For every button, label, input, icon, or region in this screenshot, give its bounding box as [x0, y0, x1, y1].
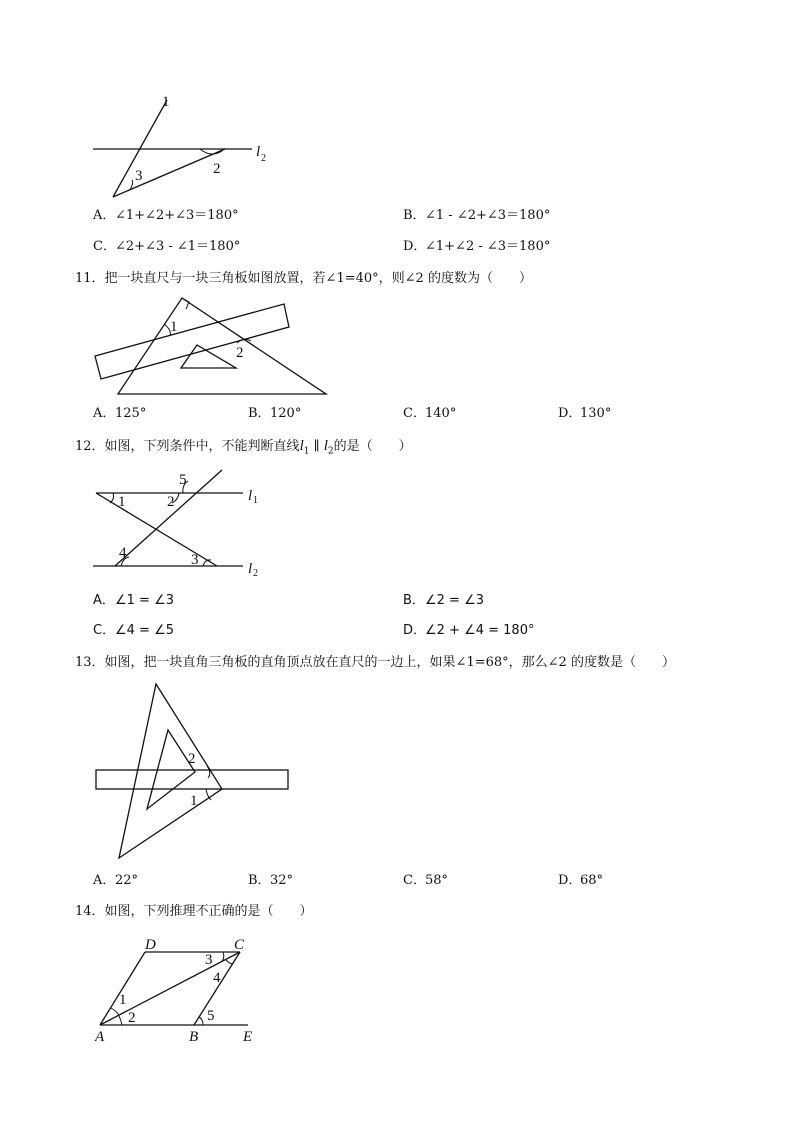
- q14-label-e: E: [243, 1029, 253, 1045]
- q11-option-c[interactable]: C．140°: [403, 406, 457, 421]
- q13-angle1-label: 1: [190, 793, 198, 809]
- q10-option-a[interactable]: A．∠1+∠2+∠3＝180°: [93, 208, 239, 223]
- q10-label-l1: 1: [162, 94, 170, 110]
- q14-angle4-label: 4: [213, 970, 221, 986]
- q14-segment-ad: [100, 952, 145, 1025]
- q11-option-a[interactable]: A．125°: [93, 406, 147, 421]
- q12-angle5-label: 5: [179, 472, 187, 488]
- q12-option-b[interactable]: B．∠2 = ∠3: [403, 593, 485, 608]
- q12-angle3-label: 3: [191, 552, 199, 568]
- q11-angle1-label: 1: [170, 319, 178, 335]
- q14-angle5-arc: [199, 1017, 203, 1025]
- q11-option-b[interactable]: B．120°: [248, 406, 302, 421]
- q14-diagonal-ac: [100, 952, 240, 1025]
- q10-angle3-label: 3: [135, 168, 143, 184]
- q11-stem-text: 把一块直尺与一块三角板如图放置，若∠1=40°，则∠2 的度数为（ ）: [104, 271, 532, 286]
- q10-label-l2-sub: 2: [261, 153, 266, 164]
- q14-angle1-arc: [111, 1008, 119, 1016]
- q12-angle2-label: 2: [167, 494, 175, 510]
- q14-angle2-arc: [119, 1016, 122, 1025]
- q13-option-b[interactable]: B．32°: [248, 873, 294, 888]
- q13-stem-text: 如图，把一块直角三角板的直角顶点放在直尺的一边上，如果∠1=68°，那么∠2 的度数是（ ）: [104, 655, 675, 670]
- q14-label-b: B: [189, 1029, 199, 1045]
- q14-label-a: A: [95, 1029, 105, 1045]
- q11-number: 11．: [75, 271, 105, 286]
- q14-angle2-label: 2: [128, 1010, 136, 1026]
- q12-label-l1-sub: 1: [253, 495, 258, 506]
- q13-option-a[interactable]: A．22°: [93, 873, 139, 888]
- q11-angle2-label: 2: [236, 345, 244, 361]
- q12-angle1-label: 1: [118, 494, 126, 510]
- q10-option-c[interactable]: C．∠2+∠3 - ∠1＝180°: [93, 239, 241, 254]
- q10-label-l2: l: [256, 144, 261, 160]
- q14-figure: [0, 0, 300, 1045]
- q12-stem: 12．如图，下列条件中，不能判断直线$l_1$ ∥ $l_2$的是（ ）: [75, 438, 412, 457]
- q14-label-c: C: [234, 937, 245, 953]
- q12-option-c[interactable]: C．∠4 = ∠5: [93, 623, 175, 638]
- q12-number: 12．: [75, 439, 105, 454]
- q13-option-d[interactable]: D．68°: [558, 873, 604, 888]
- q14-angle3-arc: [222, 952, 224, 961]
- q11-option-d[interactable]: D．130°: [558, 406, 612, 421]
- q14-angle5-label: 5: [207, 1008, 215, 1024]
- q12-label-l1: l: [248, 488, 253, 504]
- q10-angle2-label: 2: [213, 161, 221, 177]
- q12-angle4-label: 4: [119, 545, 127, 561]
- q13-angle2-label: 2: [188, 751, 196, 767]
- q14-angle4-arc: [226, 960, 233, 964]
- q10-option-b[interactable]: B．∠1 - ∠2+∠3＝180°: [403, 208, 551, 223]
- q12-label-l2-sub: 2: [253, 568, 258, 579]
- q12-option-a[interactable]: A．∠1 = ∠3: [93, 593, 175, 608]
- q12-option-d[interactable]: D．∠2 + ∠4 = 180°: [403, 623, 535, 638]
- q12-label-l2: l: [248, 561, 253, 577]
- q14-segment-bc: [194, 952, 240, 1025]
- q14-angle1-label: 1: [119, 992, 127, 1008]
- q10-option-d[interactable]: D．∠1+∠2 - ∠3＝180°: [403, 239, 551, 254]
- q13-number: 13．: [75, 655, 105, 670]
- q14-label-d: D: [145, 937, 156, 953]
- q14-angle3-label: 3: [205, 952, 213, 968]
- q14-number: 14．: [75, 904, 105, 919]
- q14-diagram: [0, 0, 300, 1045]
- q14-stem-text: 如图，下列推理不正确的是（ ）: [104, 904, 313, 919]
- q13-option-c[interactable]: C．58°: [403, 873, 449, 888]
